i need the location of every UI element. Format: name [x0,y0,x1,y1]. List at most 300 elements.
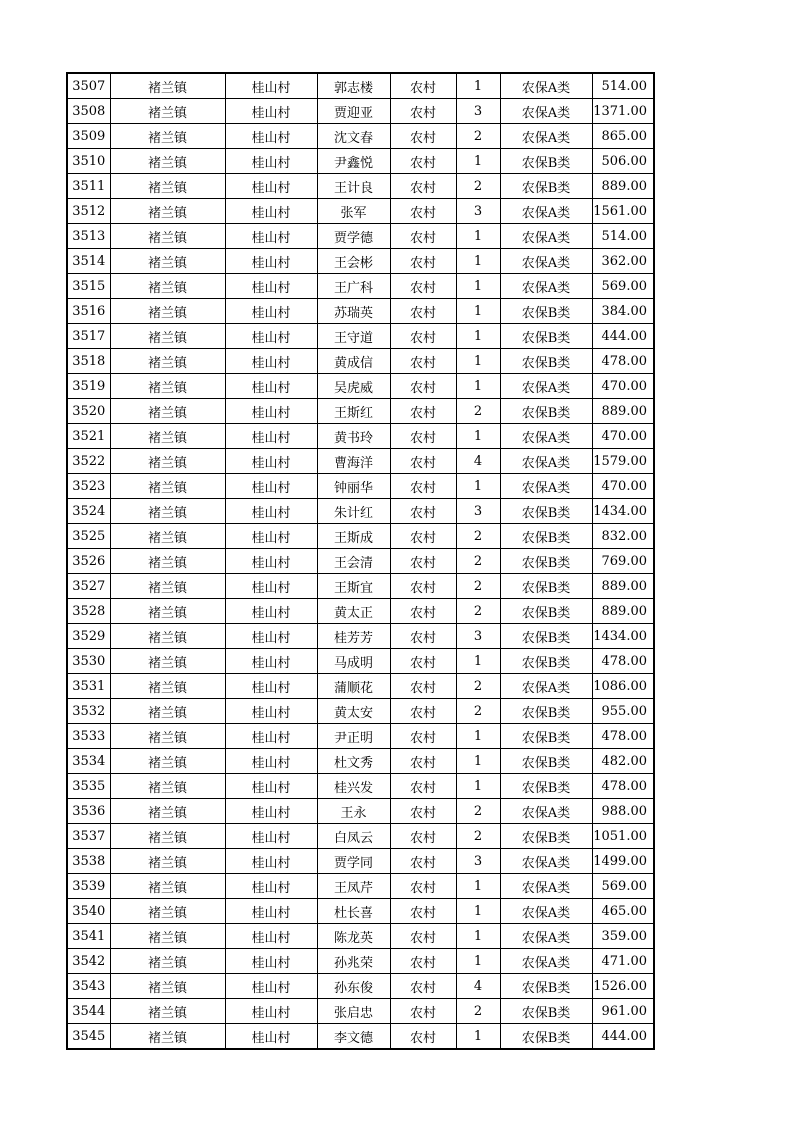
insurance-category-cell: 农保B类 [500,1024,592,1050]
amount-cell: 470.00 [592,474,654,499]
member-count-cell: 1 [456,749,500,774]
town-cell: 褚兰镇 [110,424,225,449]
village-cell: 桂山村 [225,924,317,949]
village-cell: 桂山村 [225,774,317,799]
town-cell: 褚兰镇 [110,73,225,99]
household-type-cell: 农村 [390,224,456,249]
insurance-category-cell: 农保B类 [500,574,592,599]
name-cell: 王会清 [317,549,390,574]
amount-cell: 478.00 [592,349,654,374]
table-row [67,549,654,574]
name-cell: 苏瑞英 [317,299,390,324]
amount-cell: 362.00 [592,249,654,274]
row-number-cell: 3543 [67,974,110,999]
member-count-cell: 1 [456,374,500,399]
village-cell: 桂山村 [225,199,317,224]
name-cell: 王永 [317,799,390,824]
household-type-cell: 农村 [390,499,456,524]
town-cell: 褚兰镇 [110,549,225,574]
member-count-cell: 2 [456,524,500,549]
row-number-cell: 3533 [67,724,110,749]
village-cell: 桂山村 [225,474,317,499]
town-cell: 褚兰镇 [110,699,225,724]
member-count-cell: 1 [456,224,500,249]
town-cell: 褚兰镇 [110,574,225,599]
table-row [67,774,654,799]
amount-cell: 478.00 [592,724,654,749]
amount-cell: 514.00 [592,224,654,249]
insurance-category-cell: 农保A类 [500,249,592,274]
table-row [67,724,654,749]
name-cell: 贾学德 [317,224,390,249]
table-row [67,799,654,824]
household-type-cell: 农村 [390,124,456,149]
household-type-cell: 农村 [390,424,456,449]
table-row [67,249,654,274]
amount-cell: 444.00 [592,324,654,349]
village-cell: 桂山村 [225,274,317,299]
household-type-cell: 农村 [390,449,456,474]
household-type-cell: 农村 [390,799,456,824]
town-cell: 褚兰镇 [110,599,225,624]
village-cell: 桂山村 [225,974,317,999]
insurance-category-cell: 农保B类 [500,349,592,374]
household-type-cell: 农村 [390,649,456,674]
name-cell: 王斯成 [317,524,390,549]
amount-cell: 889.00 [592,174,654,199]
table-row [67,874,654,899]
household-type-cell: 农村 [390,699,456,724]
table-row [67,599,654,624]
household-type-cell: 农村 [390,349,456,374]
row-number-cell: 3519 [67,374,110,399]
table-row [67,624,654,649]
table-row [67,99,654,124]
village-cell: 桂山村 [225,699,317,724]
household-type-cell: 农村 [390,274,456,299]
town-cell: 褚兰镇 [110,399,225,424]
amount-cell: 1526.00 [592,974,654,999]
row-number-cell: 3513 [67,224,110,249]
name-cell: 黄太安 [317,699,390,724]
table-row [67,449,654,474]
name-cell: 吴虎威 [317,374,390,399]
village-cell: 桂山村 [225,749,317,774]
row-number-cell: 3545 [67,1024,110,1050]
name-cell: 桂芳芳 [317,624,390,649]
household-type-cell: 农村 [390,774,456,799]
town-cell: 褚兰镇 [110,324,225,349]
insurance-category-cell: 农保B类 [500,824,592,849]
town-cell: 褚兰镇 [110,899,225,924]
household-type-cell: 农村 [390,674,456,699]
member-count-cell: 1 [456,649,500,674]
household-type-cell: 农村 [390,399,456,424]
amount-cell: 832.00 [592,524,654,549]
member-count-cell: 1 [456,299,500,324]
member-count-cell: 3 [456,624,500,649]
household-type-cell: 农村 [390,324,456,349]
amount-cell: 514.00 [592,73,654,99]
table-row [67,674,654,699]
village-cell: 桂山村 [225,324,317,349]
table-row [67,73,654,99]
town-cell: 褚兰镇 [110,849,225,874]
row-number-cell: 3525 [67,524,110,549]
town-cell: 褚兰镇 [110,724,225,749]
table-row [67,899,654,924]
household-type-cell: 农村 [390,524,456,549]
table-row [67,199,654,224]
row-number-cell: 3516 [67,299,110,324]
row-number-cell: 3509 [67,124,110,149]
table-row [67,849,654,874]
household-type-cell: 农村 [390,749,456,774]
insurance-category-cell: 农保A类 [500,799,592,824]
household-type-cell: 农村 [390,474,456,499]
member-count-cell: 3 [456,99,500,124]
insurance-category-cell: 农保B类 [500,774,592,799]
insurance-category-cell: 农保B类 [500,974,592,999]
member-count-cell: 1 [456,774,500,799]
table-row [67,524,654,549]
row-number-cell: 3510 [67,149,110,174]
village-cell: 桂山村 [225,799,317,824]
name-cell: 王凤芹 [317,874,390,899]
name-cell: 张军 [317,199,390,224]
name-cell: 孙兆荣 [317,949,390,974]
insurance-category-cell: 农保A类 [500,899,592,924]
village-cell: 桂山村 [225,674,317,699]
amount-cell: 384.00 [592,299,654,324]
town-cell: 褚兰镇 [110,524,225,549]
member-count-cell: 2 [456,124,500,149]
member-count-cell: 1 [456,349,500,374]
table-row [67,474,654,499]
table-row [67,749,654,774]
town-cell: 褚兰镇 [110,949,225,974]
insurance-category-cell: 农保B类 [500,649,592,674]
town-cell: 褚兰镇 [110,649,225,674]
member-count-cell: 4 [456,449,500,474]
row-number-cell: 3522 [67,449,110,474]
amount-cell: 1434.00 [592,499,654,524]
town-cell: 褚兰镇 [110,874,225,899]
name-cell: 白凤云 [317,824,390,849]
town-cell: 褚兰镇 [110,124,225,149]
amount-cell: 465.00 [592,899,654,924]
amount-cell: 506.00 [592,149,654,174]
household-type-cell: 农村 [390,249,456,274]
row-number-cell: 3541 [67,924,110,949]
amount-cell: 889.00 [592,574,654,599]
amount-cell: 1434.00 [592,624,654,649]
table-row [67,299,654,324]
row-number-cell: 3531 [67,674,110,699]
insurance-category-cell: 农保B类 [500,324,592,349]
town-cell: 褚兰镇 [110,799,225,824]
name-cell: 李文德 [317,1024,390,1050]
village-cell: 桂山村 [225,374,317,399]
insurance-category-cell: 农保A类 [500,474,592,499]
member-count-cell: 1 [456,424,500,449]
member-count-cell: 2 [456,674,500,699]
amount-cell: 359.00 [592,924,654,949]
row-number-cell: 3511 [67,174,110,199]
table-row [67,174,654,199]
row-number-cell: 3508 [67,99,110,124]
household-type-cell: 农村 [390,299,456,324]
town-cell: 褚兰镇 [110,824,225,849]
member-count-cell: 1 [456,149,500,174]
member-count-cell: 3 [456,499,500,524]
row-number-cell: 3514 [67,249,110,274]
row-number-cell: 3527 [67,574,110,599]
member-count-cell: 4 [456,974,500,999]
row-number-cell: 3537 [67,824,110,849]
member-count-cell: 2 [456,699,500,724]
amount-cell: 1086.00 [592,674,654,699]
name-cell: 郭志楼 [317,73,390,99]
name-cell: 黄太正 [317,599,390,624]
row-number-cell: 3532 [67,699,110,724]
town-cell: 褚兰镇 [110,1024,225,1050]
town-cell: 褚兰镇 [110,674,225,699]
village-cell: 桂山村 [225,524,317,549]
village-cell: 桂山村 [225,124,317,149]
table-row [67,374,654,399]
insurance-category-cell: 农保B类 [500,599,592,624]
row-number-cell: 3518 [67,349,110,374]
village-cell: 桂山村 [225,949,317,974]
table-row [67,699,654,724]
member-count-cell: 1 [456,924,500,949]
amount-cell: 769.00 [592,549,654,574]
insurance-category-cell: 农保B类 [500,399,592,424]
insurance-category-cell: 农保B类 [500,749,592,774]
insurance-category-cell: 农保B类 [500,524,592,549]
amount-cell: 961.00 [592,999,654,1024]
village-cell: 桂山村 [225,624,317,649]
name-cell: 王会彬 [317,249,390,274]
household-type-cell: 农村 [390,599,456,624]
amount-cell: 1579.00 [592,449,654,474]
village-cell: 桂山村 [225,824,317,849]
document-table-container [66,72,655,1050]
insurance-category-cell: 农保A类 [500,274,592,299]
insurance-category-cell: 农保A类 [500,424,592,449]
town-cell: 褚兰镇 [110,999,225,1024]
name-cell: 陈龙英 [317,924,390,949]
member-count-cell: 2 [456,549,500,574]
household-type-cell: 农村 [390,99,456,124]
name-cell: 黄书玲 [317,424,390,449]
amount-cell: 1499.00 [592,849,654,874]
amount-cell: 470.00 [592,424,654,449]
member-count-cell: 2 [456,999,500,1024]
town-cell: 褚兰镇 [110,449,225,474]
row-number-cell: 3528 [67,599,110,624]
household-type-cell: 农村 [390,549,456,574]
amount-cell: 482.00 [592,749,654,774]
town-cell: 褚兰镇 [110,499,225,524]
village-cell: 桂山村 [225,649,317,674]
insurance-category-cell: 农保B类 [500,174,592,199]
amount-cell: 1561.00 [592,199,654,224]
town-cell: 褚兰镇 [110,249,225,274]
insurance-category-cell: 农保B类 [500,624,592,649]
village-cell: 桂山村 [225,399,317,424]
household-type-cell: 农村 [390,149,456,174]
insurance-category-cell: 农保B类 [500,724,592,749]
amount-cell: 478.00 [592,774,654,799]
town-cell: 褚兰镇 [110,299,225,324]
name-cell: 蒲顺花 [317,674,390,699]
insurance-category-cell: 农保A类 [500,874,592,899]
amount-cell: 988.00 [592,799,654,824]
household-type-cell: 农村 [390,724,456,749]
insurance-category-cell: 农保A类 [500,124,592,149]
row-number-cell: 3535 [67,774,110,799]
insurance-category-cell: 农保A类 [500,849,592,874]
table-body [67,73,654,1049]
household-type-cell: 农村 [390,924,456,949]
member-count-cell: 1 [456,899,500,924]
table-row [67,949,654,974]
amount-cell: 444.00 [592,1024,654,1050]
village-cell: 桂山村 [225,299,317,324]
village-cell: 桂山村 [225,549,317,574]
name-cell: 黄成信 [317,349,390,374]
village-cell: 桂山村 [225,724,317,749]
name-cell: 王计良 [317,174,390,199]
village-cell: 桂山村 [225,424,317,449]
town-cell: 褚兰镇 [110,749,225,774]
town-cell: 褚兰镇 [110,149,225,174]
table-row [67,1024,654,1050]
row-number-cell: 3530 [67,649,110,674]
table-row [67,124,654,149]
insurance-category-cell: 农保B类 [500,149,592,174]
row-number-cell: 3540 [67,899,110,924]
household-type-cell: 农村 [390,1024,456,1050]
row-number-cell: 3515 [67,274,110,299]
town-cell: 褚兰镇 [110,99,225,124]
name-cell: 钟丽华 [317,474,390,499]
village-cell: 桂山村 [225,349,317,374]
row-number-cell: 3542 [67,949,110,974]
village-cell: 桂山村 [225,149,317,174]
table-row [67,324,654,349]
household-type-cell: 农村 [390,899,456,924]
village-cell: 桂山村 [225,899,317,924]
town-cell: 褚兰镇 [110,474,225,499]
row-number-cell: 3538 [67,849,110,874]
insurance-category-cell: 农保A类 [500,449,592,474]
row-number-cell: 3536 [67,799,110,824]
row-number-cell: 3507 [67,73,110,99]
household-type-cell: 农村 [390,949,456,974]
row-number-cell: 3520 [67,399,110,424]
town-cell: 褚兰镇 [110,624,225,649]
village-cell: 桂山村 [225,449,317,474]
member-count-cell: 1 [456,274,500,299]
name-cell: 杜文秀 [317,749,390,774]
household-type-cell: 农村 [390,999,456,1024]
village-cell: 桂山村 [225,849,317,874]
village-cell: 桂山村 [225,1024,317,1050]
table-row [67,499,654,524]
insurance-category-cell: 农保B类 [500,999,592,1024]
household-type-cell: 农村 [390,624,456,649]
village-cell: 桂山村 [225,599,317,624]
household-type-cell: 农村 [390,824,456,849]
name-cell: 马成明 [317,649,390,674]
table-row [67,574,654,599]
name-cell: 沈文春 [317,124,390,149]
member-count-cell: 1 [456,874,500,899]
town-cell: 褚兰镇 [110,224,225,249]
row-number-cell: 3544 [67,999,110,1024]
row-number-cell: 3529 [67,624,110,649]
member-count-cell: 1 [456,1024,500,1050]
name-cell: 曹海洋 [317,449,390,474]
town-cell: 褚兰镇 [110,374,225,399]
member-count-cell: 1 [456,474,500,499]
household-type-cell: 农村 [390,849,456,874]
amount-cell: 1371.00 [592,99,654,124]
household-type-cell: 农村 [390,574,456,599]
table-row [67,149,654,174]
village-cell: 桂山村 [225,249,317,274]
amount-cell: 1051.00 [592,824,654,849]
table-row [67,349,654,374]
member-count-cell: 2 [456,599,500,624]
household-type-cell: 农村 [390,73,456,99]
member-count-cell: 2 [456,399,500,424]
insurance-category-cell: 农保B类 [500,299,592,324]
member-count-cell: 1 [456,949,500,974]
insurance-category-cell: 农保A类 [500,99,592,124]
amount-cell: 470.00 [592,374,654,399]
member-count-cell: 1 [456,249,500,274]
household-type-cell: 农村 [390,199,456,224]
table-row [67,424,654,449]
name-cell: 孙东俊 [317,974,390,999]
table-row [67,399,654,424]
table-row [67,224,654,249]
village-cell: 桂山村 [225,73,317,99]
name-cell: 王斯红 [317,399,390,424]
row-number-cell: 3539 [67,874,110,899]
amount-cell: 478.00 [592,649,654,674]
name-cell: 杜长喜 [317,899,390,924]
village-cell: 桂山村 [225,99,317,124]
insurance-category-cell: 农保A类 [500,924,592,949]
insurance-category-cell: 农保A类 [500,674,592,699]
name-cell: 朱计红 [317,499,390,524]
town-cell: 褚兰镇 [110,199,225,224]
member-count-cell: 2 [456,174,500,199]
member-count-cell: 1 [456,73,500,99]
table-row [67,974,654,999]
member-count-cell: 1 [456,724,500,749]
village-cell: 桂山村 [225,224,317,249]
table-row [67,999,654,1024]
member-count-cell: 3 [456,849,500,874]
town-cell: 褚兰镇 [110,774,225,799]
row-number-cell: 3512 [67,199,110,224]
